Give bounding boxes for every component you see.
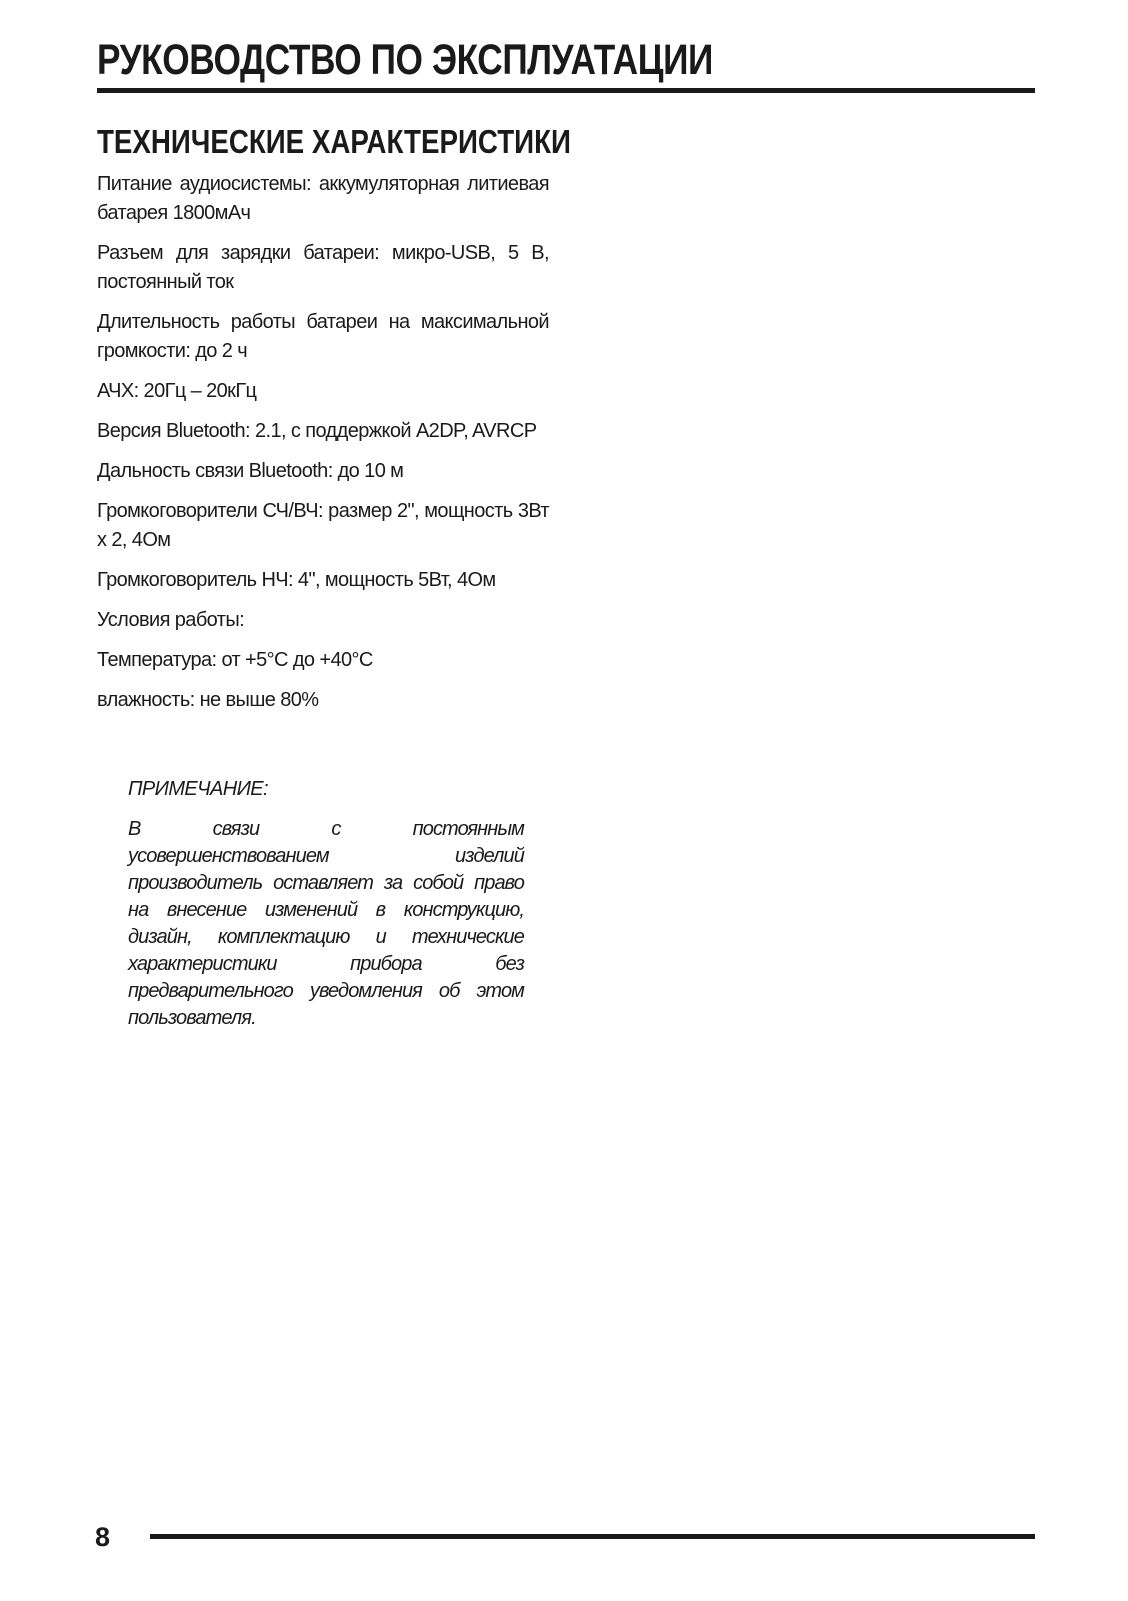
section-title: ТЕХНИЧЕСКИЕ ХАРАКТЕРИСТИКИ [97,123,571,160]
note-text: В связи с постоянным усовершенствованием изделий производитель оставляет за собой право на внесение изменений в конструкцию, дизайн, комплектацию и технические характеристики прибора без предварительного уведомления об этом пользователя. [128,818,524,1029]
page-number: 8 [95,1522,111,1552]
page-header [97,34,1035,86]
header-divider [97,88,1035,93]
spec-item-humidity: влажность: не выше 80% [97,689,319,711]
spec-item-battery-life: Длительность работы батареи на максимальной громкости: до 2 ч [97,311,549,362]
footer-divider [150,1534,1035,1539]
specs-section [97,122,571,726]
spec-item-charging-port: Разъем для зарядки батареи: микро-USB, 5 В, постоянный ток [97,242,549,293]
note-label: ПРИМЕЧАНИЕ: [128,778,268,800]
page-title: РУКОВОДСТВО ПО ЭКСПЛУАТАЦИИ [97,36,713,84]
spec-item-mid-high-speakers: Громкоговорители СЧ/ВЧ: размер 2", мощность 3Вт x 2, 4Ом [97,500,549,551]
spec-item-operating-conditions: Условия работы: [97,609,245,631]
spec-item-bluetooth-range: Дальность связи Bluetooth: до 10 м [97,460,404,482]
spec-item-frequency-response: АЧХ: 20Гц – 20кГц [97,380,257,402]
spec-item-woofer: Громкоговоритель НЧ: 4", мощность 5Вт, 4Ом [97,569,496,591]
note-block [128,776,524,1032]
spec-item-power: Питание аудиосистемы: аккумуляторная литиевая батарея 1800мАч [97,173,549,224]
spec-item-bluetooth-version: Версия Bluetooth: 2.1, с поддержкой A2DP, AVRCP [97,420,537,442]
spec-list [97,170,549,715]
spec-item-temperature: Температура: от +5°С до +40°С [97,649,373,671]
